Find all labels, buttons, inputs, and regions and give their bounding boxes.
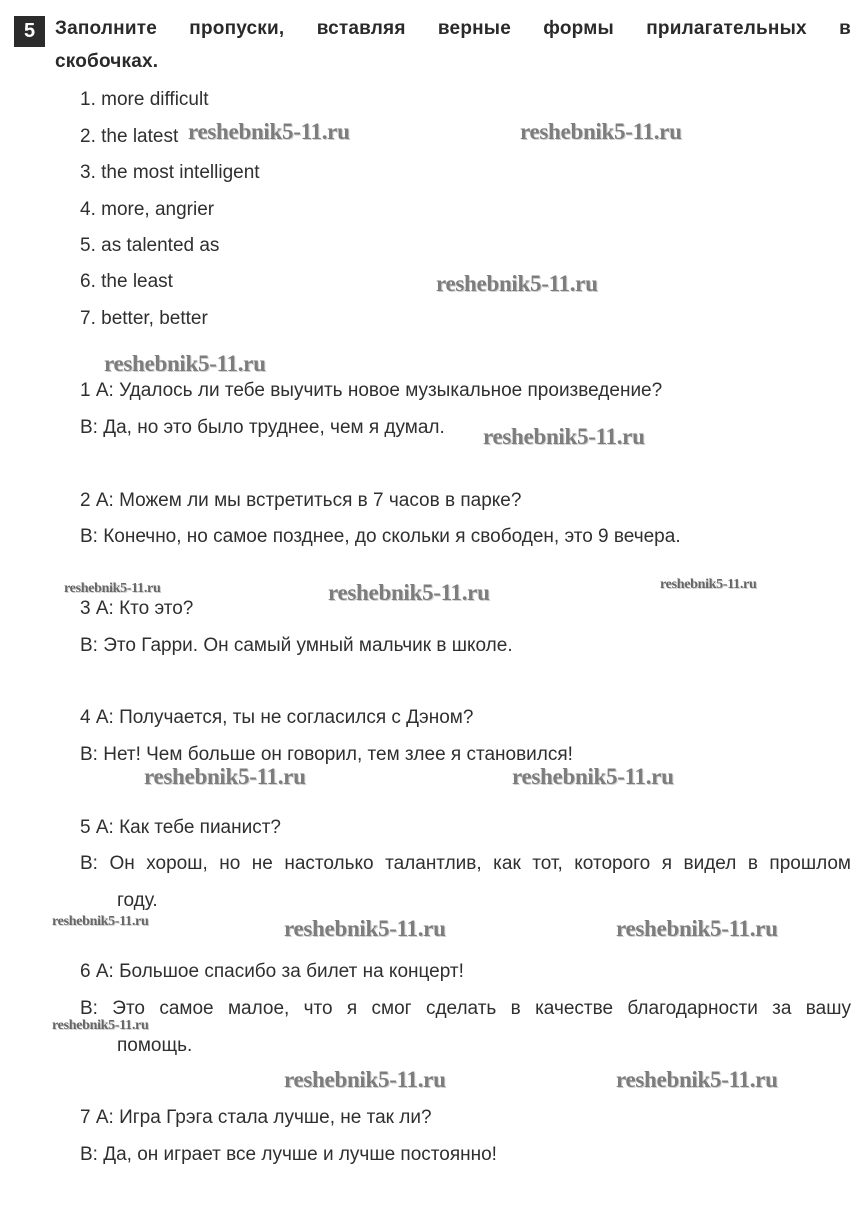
watermark: reshebnik5-11.ru — [284, 916, 446, 941]
dialogue-line: В: Это самое малое, что я смог сделать в качестве благодарности за вашу — [80, 998, 851, 1019]
answer-item: 5. as talented as — [80, 235, 220, 256]
dialogue-line: 7 А: Игра Грэга стала лучше, не так ли? — [80, 1107, 432, 1128]
dialogue-line: 6 А: Большое спасибо за билет на концерт! — [80, 961, 464, 982]
dialogue-line: году. — [117, 890, 158, 911]
dialogue-line: 5 А: Как тебе пианист? — [80, 817, 282, 838]
dialogue-line: 4 А: Получается, ты не согласился с Дэном? — [80, 707, 474, 728]
task-heading-line1: Заполните пропуски, вставляя верные формы прилагательных в — [55, 18, 851, 39]
task-heading-line2: скобочках. — [55, 51, 159, 72]
dialogue-line: В: Он хорош, но не настолько талантлив, как тот, которого я видел в прошлом — [80, 853, 851, 874]
dialogue-line: 2 А: Можем ли мы встретиться в 7 часов в парке? — [80, 490, 522, 511]
watermark: reshebnik5-11.ru — [512, 764, 674, 789]
watermark: reshebnik5-11.ru — [52, 1018, 149, 1033]
watermark: reshebnik5-11.ru — [616, 1067, 778, 1092]
watermark: reshebnik5-11.ru — [436, 271, 598, 296]
answer-item: 1. more difficult — [80, 89, 209, 110]
watermark: reshebnik5-11.ru — [104, 351, 266, 376]
watermark: reshebnik5-11.ru — [188, 119, 350, 144]
watermark: reshebnik5-11.ru — [483, 424, 645, 449]
dialogue-line: 3 А: Кто это? — [80, 598, 194, 619]
dialogue-line: В: Да, но это было труднее, чем я думал. — [80, 417, 445, 438]
watermark: reshebnik5-11.ru — [52, 914, 149, 929]
dialogue-line: В: Конечно, но самое позднее, до скольки я свободен, это 9 вечера. — [80, 526, 681, 547]
task-heading — [55, 14, 851, 80]
dialogue-line: В: Это Гарри. Он самый умный мальчик в школе. — [80, 635, 513, 656]
dialogue-line: помощь. — [117, 1035, 193, 1056]
task-number-badge: 5 — [14, 16, 45, 47]
watermark: reshebnik5-11.ru — [64, 581, 161, 596]
watermark: reshebnik5-11.ru — [284, 1067, 446, 1092]
answer-item: 4. more, angrier — [80, 199, 215, 220]
watermark: reshebnik5-11.ru — [616, 916, 778, 941]
answer-item: 2. the latest — [80, 126, 179, 147]
answer-item: 6. the least — [80, 271, 173, 292]
dialogue-line: 1 А: Удалось ли тебе выучить новое музыкальное произведение? — [80, 380, 663, 401]
dialogue-line: В: Нет! Чем больше он говорил, тем злее я становился! — [80, 744, 573, 765]
watermark: reshebnik5-11.ru — [144, 764, 306, 789]
watermark: reshebnik5-11.ru — [660, 577, 757, 592]
answer-item: 3. the most intelligent — [80, 162, 260, 183]
watermark: reshebnik5-11.ru — [328, 580, 490, 605]
watermark: reshebnik5-11.ru — [520, 119, 682, 144]
dialogue-line: В: Да, он играет все лучше и лучше постоянно! — [80, 1144, 497, 1165]
answer-item: 7. better, better — [80, 308, 208, 329]
